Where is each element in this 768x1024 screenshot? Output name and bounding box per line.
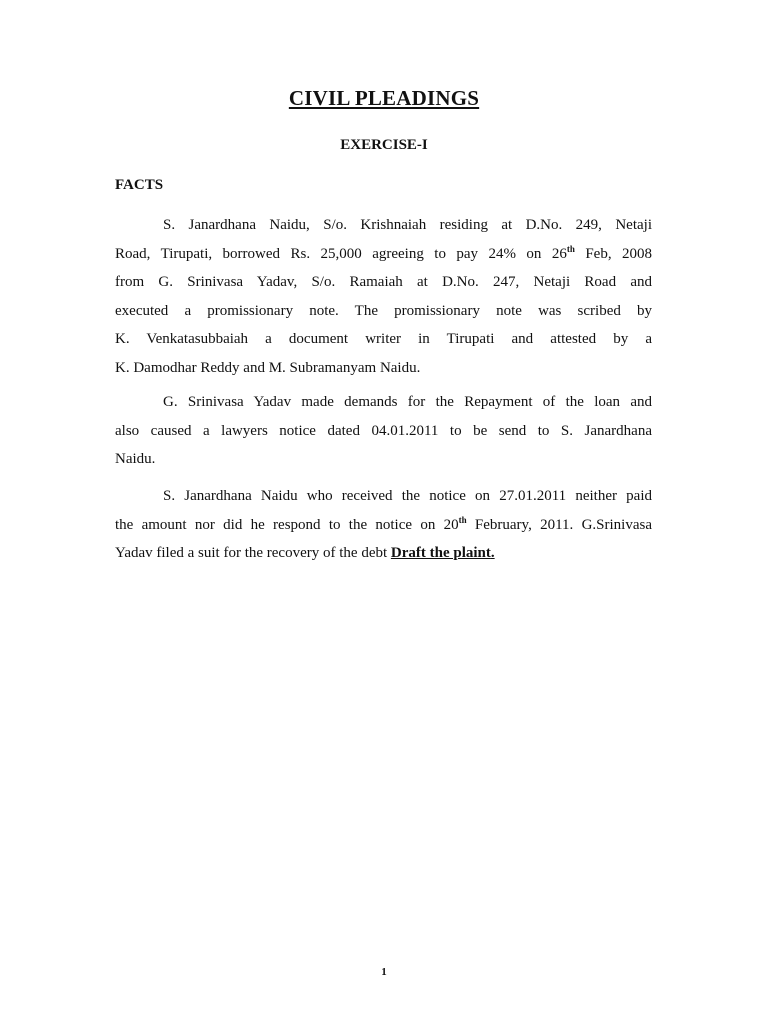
line-text: K. Damodhar Reddy and M. Subramanyam Naidu.: [115, 359, 421, 376]
line-text: Road, Tirupati, borrowed Rs. 25,000 agreeing to pay 24% on 26: [115, 245, 567, 262]
facts-heading: FACTS: [115, 177, 164, 193]
line-text: from G. Srinivasa Yadav, S/o. Ramaiah at D.No. 247, Netaji Road and: [115, 274, 652, 290]
paragraph-line: [115, 240, 652, 269]
draft-instruction: Draft the plaint: [390, 545, 491, 561]
paragraph-line: [115, 445, 652, 474]
line-text: S. Janardhana Naidu who received the notice on 27.01.2011 neither paid: [163, 488, 652, 504]
paragraph-line: [115, 482, 652, 511]
line-text: also caused a lawyers notice dated 04.01.2011 to be send to S. Janardhana: [115, 422, 652, 439]
ordinal-superscript: th: [458, 514, 467, 525]
line-text: G. Srinivasa Yadav made demands for the Repayment of the loan and: [163, 394, 652, 410]
line-text: Yadav filed a suit for the recovery of the debt: [115, 545, 391, 561]
paragraph-line: [115, 388, 652, 417]
paragraph-line: [115, 325, 652, 354]
facts-paragraph-1: [115, 211, 652, 382]
paragraph-line: [115, 268, 652, 297]
paragraph-line: [115, 297, 652, 326]
exercise-subtitle: EXERCISE-I: [340, 137, 428, 153]
paragraph-line: [115, 211, 652, 240]
line-text: Feb, 2008: [574, 245, 653, 262]
facts-paragraph-3: [115, 482, 652, 568]
line-text: February, 2011. G.Srinivasa: [466, 516, 652, 533]
line-text: the amount nor did he respond to the notice on 20: [115, 516, 459, 533]
paragraph-line: [115, 417, 652, 446]
paragraph-line: [115, 354, 652, 383]
paragraph-line: [115, 539, 652, 568]
document-title: CIVIL PLEADINGS: [288, 86, 480, 110]
line-text: S. Janardhana Naidu, S/o. Krishnaiah residing at D.No. 249, Netaji: [163, 217, 652, 233]
line-text: .: [490, 545, 495, 561]
ordinal-superscript: th: [566, 243, 575, 254]
line-text: K. Venkatasubbaiah a document writer in Tirupati and attested by a: [115, 331, 652, 347]
line-text: Naidu.: [115, 451, 156, 467]
facts-paragraph-2: [115, 388, 652, 474]
line-text: executed a promissionary note. The promissionary note was scribed by: [115, 302, 652, 319]
paragraph-line: [115, 511, 652, 540]
page-number: 1: [381, 966, 387, 978]
